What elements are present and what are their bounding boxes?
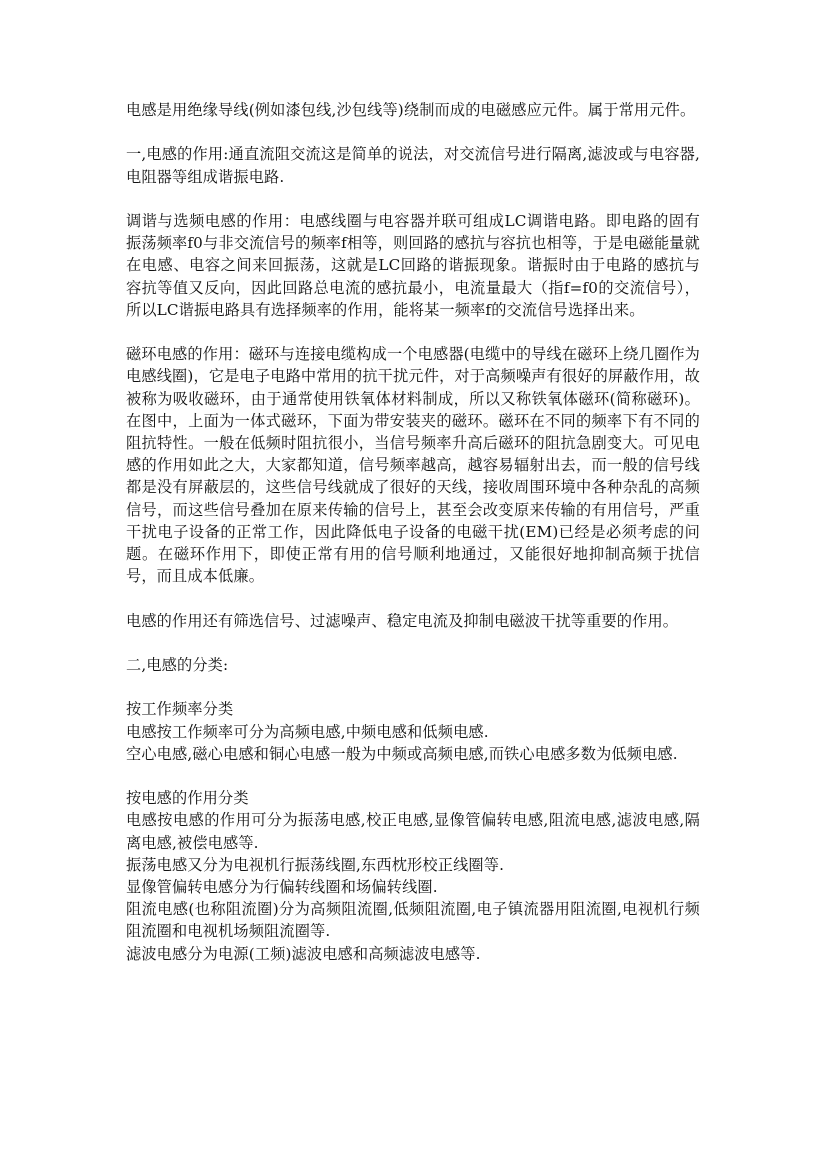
tuning-selection-paragraph: 调谐与选频电感的作用：电感线圈与电容器并联可组成LC调谐电路。即电路的固有振荡频率f0与非交流信号的频率f相等，则回路的感抗与容抗也相等，于是电磁能量就在电感、电容之间来回振荡，这就是LC回路的谐振现象。谐振时由于电路的感抗与容抗等值又反向，因此回路总电流的感抗最小，电流量最大（指f=f0的交流信号），所以LC谐振电路具有选择频率的作用，能将某一频率f的交流信号选择出来。 [126,211,700,319]
function-classification-heading: 按电感的作用分类 [126,789,249,808]
function-classification-line: 滤波电感分为电源(工频)滤波电感和高频滤波电感等. [126,944,481,963]
frequency-classification-line: 空心电感,磁心电感和铜心电感一般为中频或高频电感,而铁心电感多数为低频电感. [126,744,678,763]
frequency-classification-section [126,698,700,765]
section-one-function-paragraph: 一,电感的作用:通直流阻交流这是简单的说法，对交流信号进行隔离,滤波或与电容器,电阻器等组成谐振电路. [126,145,700,186]
function-classification-line: 阻流电感(也称阻流圈)分为高频阻流圈,低频阻流圈,电子镇流器用阻流圈,电视机行频阻流圈和电视机场频阻流圈等. [126,900,700,941]
intro-paragraph: 电感是用绝缘导线(例如漆包线,沙包线等)绕制而成的电磁感应元件。属于常用元件。 [126,101,696,119]
magnetic-ring-paragraph: 磁环电感的作用：磁环与连接电缆构成一个电感器(电缆中的导线在磁环上绕几圈作为电感线圈)，它是电子电路中常用的抗干扰元件，对于高频噪声有很好的屏蔽作用，故被称为吸收磁环，由于通常使用铁氧体材料制成，所以又称铁氧体磁环(简称磁环)。在图中，上面为一体式磁环，下面为带安装夹的磁环。磁环在不同的频率下有不同的阻抗特性。一般在低频时阻抗很小，当信号频率升高后磁环的阻抗急剧变大。可见电感的作用如此之大，大家都知道，信号频率越高，越容易辐射出去，而一般的信号线都是没有屏蔽层的，这些信号线就成了很好的天线，接收周围环境中各种杂乱的高频信号，而这些信号叠加在原来传输的信号上，甚至会改变原来传输的有用信号，严重干扰电子设备的正常工作，因此降低电子设备的电磁干扰(EM)已经是必须考虑的问题。在磁环作用下，即使正常有用的信号顺利地通过，又能很好地抑制高频于扰信号，而且成本低廉。 [126,345,700,586]
frequency-classification-heading: 按工作频率分类 [126,700,234,719]
other-functions-paragraph: 电感的作用还有筛选信号、过滤噪声、稳定电流及抑制电磁波干扰等重要的作用。 [126,611,679,630]
function-classification-line: 显像管偏转电感分为行偏转线圈和场偏转线圈. [126,878,438,896]
function-classification-line: 振荡电感又分为电视机行振荡线圈,东西枕形校正线圈等. [126,855,505,874]
function-classification-line: 电感按电感的作用可分为振荡电感,校正电感,显像管偏转电感,阻流电感,滤波电感,隔离电感,被偿电感等. [126,811,700,852]
section-two-heading: 二,电感的分类: [126,656,229,674]
function-classification-section [126,787,700,965]
document-body [126,99,700,987]
frequency-classification-line: 电感按工作频率可分为高频电感,中频电感和低频电感. [126,722,489,741]
